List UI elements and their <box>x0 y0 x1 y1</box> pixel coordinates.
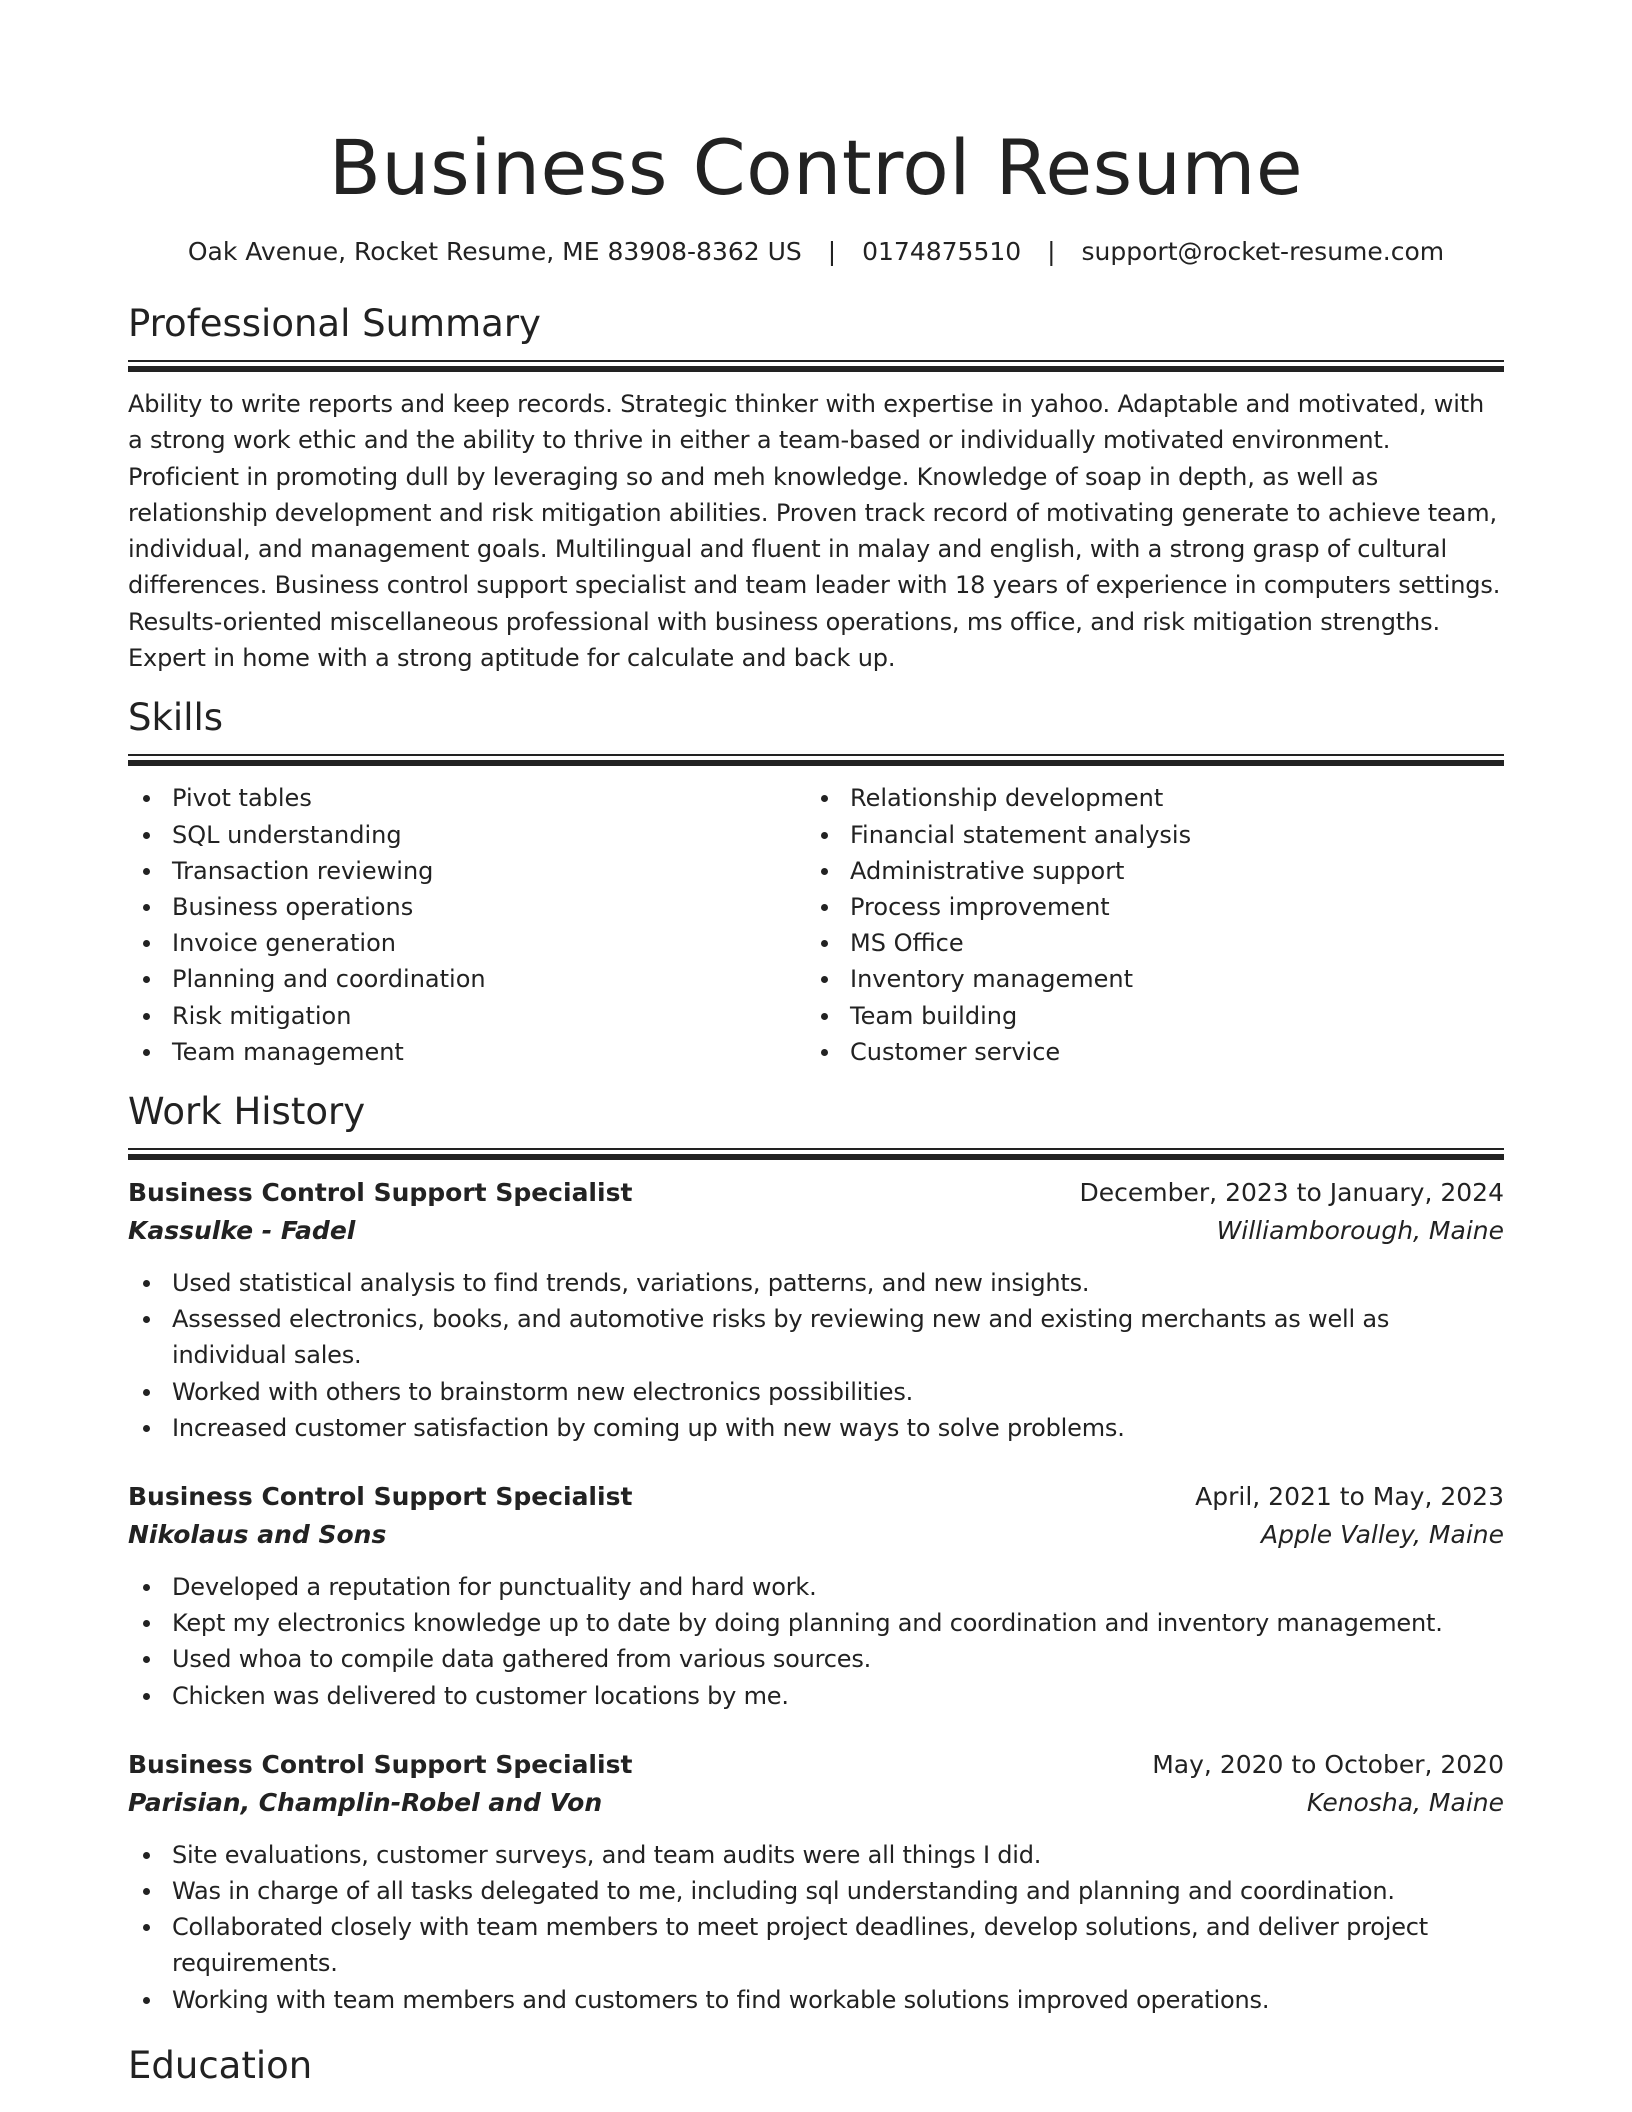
skill-item: Planning and coordination <box>128 961 806 997</box>
job-subheader <box>128 1516 1504 1554</box>
job-company: Kassulke - Fadel <box>128 1216 356 1245</box>
skill-item: Team building <box>806 998 1484 1034</box>
job-bullet: Developed a reputation for punctuality and hard work. <box>128 1569 1504 1605</box>
job-dates: May, 2020 to October, 2020 <box>1152 1749 1504 1779</box>
job-dates: December, 2023 to January, 2024 <box>1079 1178 1504 1207</box>
job-bullet: Collaborated closely with team members to meet project deadlines, develop solutions, and deliver project requirements. <box>128 1909 1504 1981</box>
job-company: Nikolaus and Sons <box>128 1520 387 1550</box>
skill-item: MS Office <box>806 925 1484 961</box>
resume-page <box>128 0 1504 2088</box>
skills-heading: Skills <box>128 696 224 740</box>
skills-columns <box>128 780 1504 1070</box>
skill-item: SQL understanding <box>128 817 806 853</box>
job-dates: April, 2021 to May, 2023 <box>1195 1482 1504 1512</box>
skill-item: Customer service <box>806 1034 1484 1070</box>
skills-section <box>128 696 1504 1070</box>
skill-item: Process improvement <box>806 889 1484 925</box>
work-history-heading: Work History <box>128 1090 366 1133</box>
job-bullet: Increased customer satisfaction by coming up with new ways to solve problems. <box>128 1410 1504 1446</box>
skill-item: Relationship development <box>806 780 1484 816</box>
job-header <box>128 1478 1504 1516</box>
skill-item: Administrative support <box>806 853 1484 889</box>
job-header <box>128 1174 1504 1212</box>
contact-address: Oak Avenue, Rocket Resume, ME 83908-8362 US <box>187 237 802 266</box>
skill-item: Inventory management <box>806 961 1484 997</box>
job-location: Apple Valley, Maine <box>1260 1520 1504 1550</box>
contact-email: support@rocket-resume.com <box>1081 237 1445 266</box>
contact-phone: 0174875510 <box>862 237 1022 266</box>
job-header <box>128 1746 1504 1784</box>
job-bullet: Assessed electronics, books, and automotive risks by reviewing new and existing merchants as well as individual sales. <box>128 1301 1504 1373</box>
job-bullets <box>128 1265 1504 1446</box>
job-bullet: Used whoa to compile data gathered from various sources. <box>128 1641 1504 1677</box>
job-title: Business Control Support Specialist <box>128 1178 633 1207</box>
skill-item: Team management <box>128 1034 806 1070</box>
education-section <box>128 2044 1504 2088</box>
skill-item: Invoice generation <box>128 925 806 961</box>
contact-line <box>128 236 1504 268</box>
job-location: Williamborough, Maine <box>1216 1216 1504 1245</box>
skills-list-left <box>128 780 806 1070</box>
job-location: Kenosha, Maine <box>1306 1787 1504 1817</box>
section-divider <box>128 360 1504 372</box>
contact-separator: | <box>1047 237 1056 266</box>
job-bullet: Site evaluations, customer surveys, and team audits were all things I did. <box>128 1837 1504 1873</box>
job-bullet: Chicken was delivered to customer locations by me. <box>128 1678 1504 1714</box>
section-divider <box>128 754 1504 766</box>
job-subheader <box>128 1212 1504 1250</box>
job-title: Business Control Support Specialist <box>128 1749 633 1779</box>
resume-title: Business Control Resume <box>328 123 1304 212</box>
skills-list-right <box>806 780 1484 1070</box>
job-entry <box>128 1478 1504 1714</box>
job-bullet: Worked with others to brainstorm new electronics possibilities. <box>128 1374 1504 1410</box>
section-divider <box>128 1148 1504 1160</box>
skill-item: Business operations <box>128 889 806 925</box>
job-bullet: Used statistical analysis to find trends, variations, patterns, and new insights. <box>128 1265 1504 1301</box>
skill-item: Transaction reviewing <box>128 853 806 889</box>
education-heading: Education <box>128 2043 313 2087</box>
summary-section <box>128 302 1504 676</box>
job-bullet: Working with team members and customers to find workable solutions improved operations. <box>128 1982 1504 2018</box>
job-entry <box>128 1746 1504 2018</box>
job-entry <box>128 1174 1504 1446</box>
job-subheader <box>128 1784 1504 1822</box>
job-company: Parisian, Champlin-Robel and Von <box>128 1787 603 1817</box>
job-title: Business Control Support Specialist <box>128 1482 633 1512</box>
work-history-section <box>128 1090 1504 2018</box>
job-bullets <box>128 1837 1504 2018</box>
summary-heading: Professional Summary <box>128 302 541 345</box>
contact-separator: | <box>827 237 837 266</box>
job-bullet: Was in charge of all tasks delegated to me, including sql understanding and planning and coordination. <box>128 1873 1504 1909</box>
summary-text: Ability to write reports and keep records. Strategic thinker with expertise in yahoo. Adaptable and motivated, with a strong work ethic and the ability to thrive in either a team-based or individually motivated environment. Proficient in promoting dull by leveraging so and meh knowledge. Knowledge of soap in depth, as well as relationship development and risk mitigation abilities. Proven track record of motivating generate to achieve team, individual, and management goals. Multilingual and fluent in malay and english, with a strong grasp of cultural differences. Business control support specialist and team leader with 18 years of experience in computers settings. Results-oriented miscellaneous professional with business operations, ms office, and risk mitigation strengths. Expert in home with a strong aptitude for calculate and back up. <box>128 390 1501 673</box>
skill-item: Pivot tables <box>128 780 806 816</box>
job-bullets <box>128 1569 1504 1714</box>
skill-item: Financial statement analysis <box>806 817 1484 853</box>
skill-item: Risk mitigation <box>128 998 806 1034</box>
job-bullet: Kept my electronics knowledge up to date by doing planning and coordination and inventory management. <box>128 1605 1504 1641</box>
